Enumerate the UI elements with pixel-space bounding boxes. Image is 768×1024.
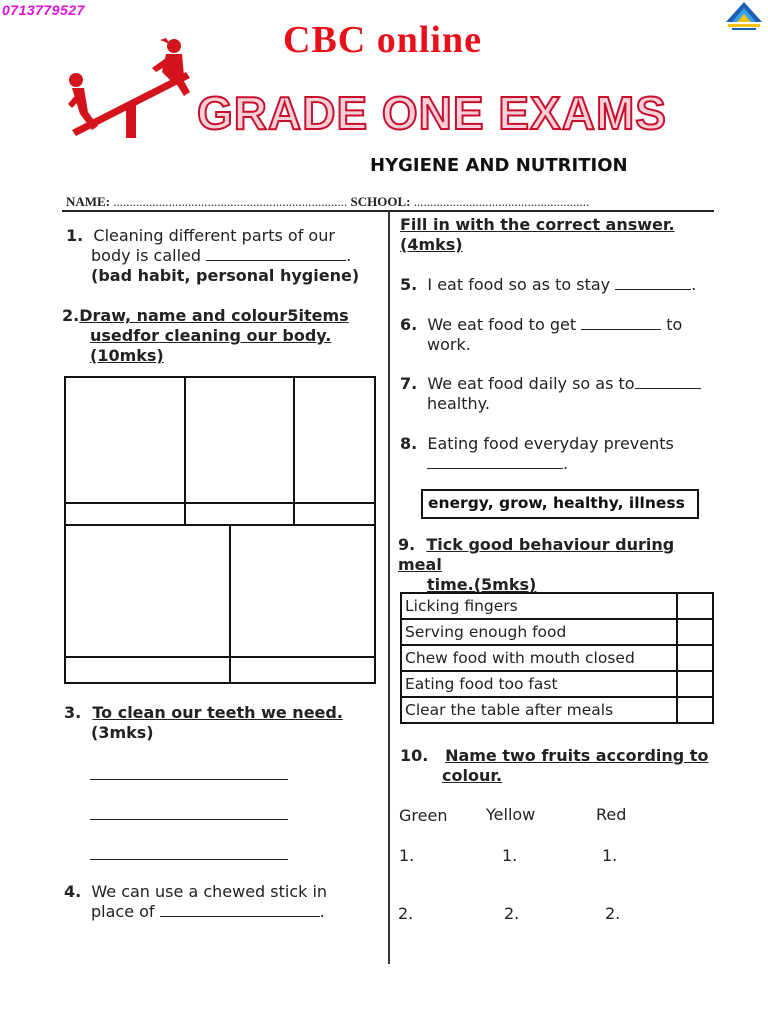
answer-number: 2. <box>398 904 414 923</box>
question-8: 8. Eating food everyday prevents . <box>400 434 674 473</box>
tick-box[interactable] <box>677 697 713 723</box>
name-school-line: NAME: ........................................................................ SCHOOL: ...................................................... <box>66 194 590 209</box>
drawing-grid-bottom[interactable] <box>64 524 376 684</box>
answer-line[interactable] <box>90 859 288 860</box>
table-row: Licking fingers <box>401 593 713 619</box>
question-9: 9. Tick good behaviour during meal time.(5mks) <box>398 535 675 594</box>
tick-box[interactable] <box>677 619 713 645</box>
answer-line[interactable] <box>90 819 288 820</box>
answer-number: 1. <box>399 846 415 865</box>
column-divider <box>388 212 390 964</box>
colour-yellow: Yellow <box>486 805 536 824</box>
word-bank: energy, grow, healthy, illness <box>421 489 699 519</box>
colour-red: Red <box>596 805 627 824</box>
label-row-divider <box>64 502 376 504</box>
question-3: 3. To clean our teeth we need. (3mks) <box>64 703 343 742</box>
answer-number: 1. <box>602 846 618 865</box>
question-1: 1. Cleaning different parts of our body is called . (bad habit, personal hygiene) <box>66 226 360 285</box>
question-6: 6. We eat food to get to work. <box>400 315 683 354</box>
subject-title: HYGIENE AND NUTRITION <box>370 155 628 176</box>
name-label: NAME: <box>66 194 111 209</box>
question-2: 2.Draw, name and colour5items usedfor cleaning our body. (10mks) <box>62 306 349 365</box>
answer-line[interactable] <box>90 779 288 780</box>
corner-logo-icon <box>724 0 764 34</box>
tick-box[interactable] <box>677 671 713 697</box>
answer-number: 2. <box>605 904 621 923</box>
instruction: Fill in with the correct answer. (4mks) <box>400 215 675 254</box>
tick-table <box>400 592 714 724</box>
drawing-divider <box>229 524 231 684</box>
tick-box[interactable] <box>677 645 713 671</box>
question-5: 5. I eat food so as to stay . <box>400 275 697 294</box>
question-7: 7. We eat food daily so as to healthy. <box>400 374 716 414</box>
table-row: Clear the table after meals <box>401 697 713 723</box>
colour-green: Green <box>399 806 448 825</box>
answer-number: 1. <box>502 846 518 865</box>
seesaw-logo-icon <box>62 34 194 142</box>
brand-title: CBC online <box>283 19 482 61</box>
school-label: SCHOOL: <box>350 194 411 209</box>
table-row: Chew food with mouth closed <box>401 645 713 671</box>
label-row-divider <box>64 656 376 658</box>
question-4: 4. We can use a chewed stick in place of . <box>64 882 328 921</box>
tick-box[interactable] <box>677 593 713 619</box>
table-row: Serving enough food <box>401 619 713 645</box>
answer-number: 2. <box>504 904 520 923</box>
question-10: 10. Name two fruits according to colour. <box>400 746 709 785</box>
phone-number: 0713779527 <box>2 2 85 18</box>
exam-title: GRADE ONE EXAMS <box>197 87 667 139</box>
table-row: Eating food too fast <box>401 671 713 697</box>
